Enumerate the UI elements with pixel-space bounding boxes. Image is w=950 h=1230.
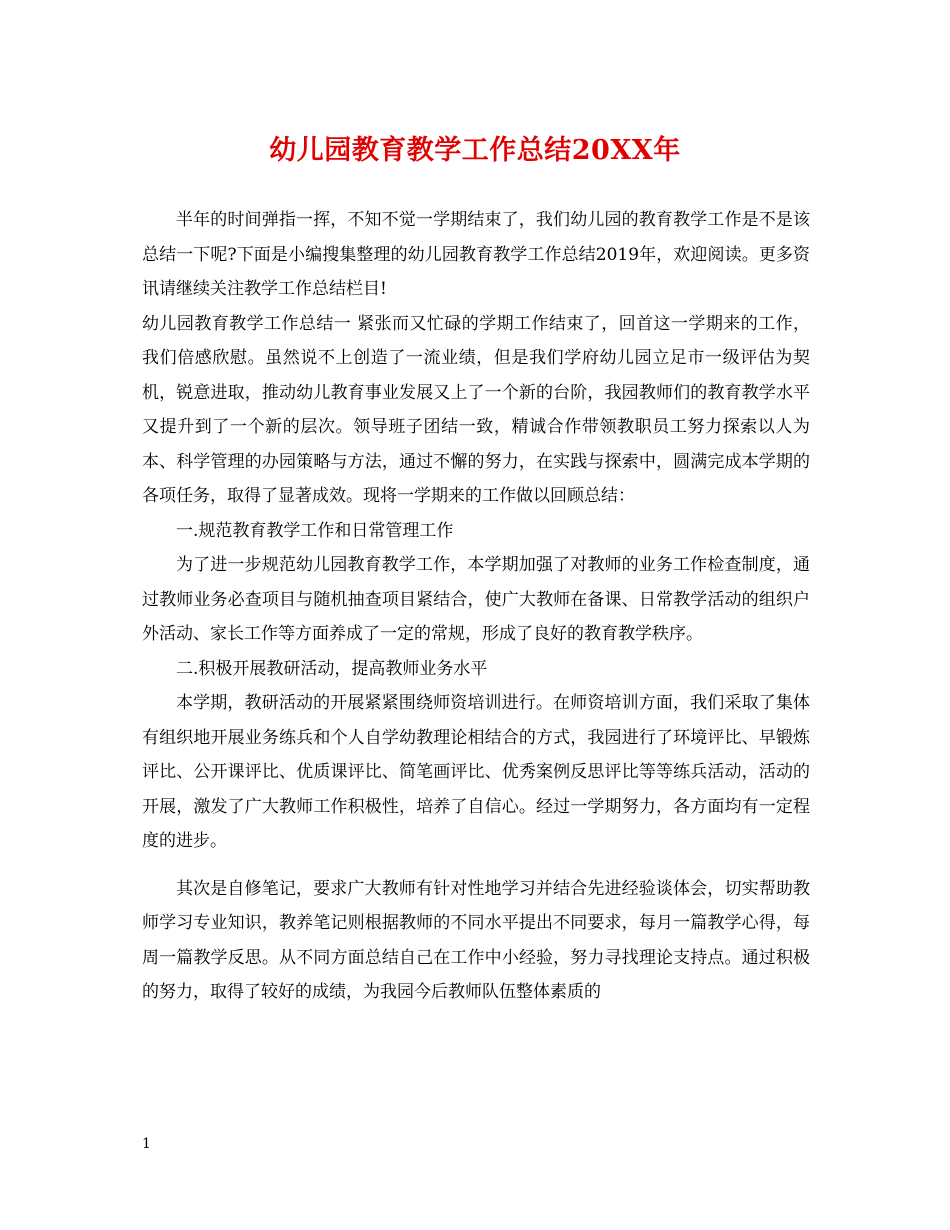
standardize-paragraph: 为了进一步规范幼儿园教育教学工作，本学期加强了对教师的业务工作检查制度，通过教师业务必查项目与随机抽查项目紧结合，使广大教师在备课、日常教学活动的组织户外活动、家长工作等方面养成了一定的常规，形成了良好的教育教学秩序。 [142, 555, 810, 644]
section-lead-label: 幼儿园教育教学工作总结一 [142, 313, 352, 334]
self-study-paragraph: 其次是自修笔记，要求广大教师有针对性地学习并结合先进经验谈体会，切实帮助教师学习专业知识，教养笔记则根据教师的不同水平提出不同要求，每月一篇教学心得，每周一篇教学反思。从不同方面总结自己在工作中小经验，努力寻找理论支持点。通过积极的努力，取得了较好的成绩，为我园今后教师队伍整体素质的 [142, 878, 810, 1002]
heading-research: 二.积极开展教研活动，提高教师业务水平 [176, 658, 488, 679]
research-paragraph: 本学期，教研活动的开展紧紧围绕师资培训进行。在师资培训方面，我们采取了集体有组织地开展业务练兵和个人自学幼教理论相结合的方式，我园进行了环境评比、早锻炼评比、公开课评比、优质课评比、简笔画评比、优秀案例反思评比等等练兵活动，活动的开展，激发了广大教师工作积极性，培养了自信心。经过一学期努力，各方面均有一定程度的进步。 [142, 693, 810, 851]
intro-paragraph: 半年的时间弹指一挥，不知不觉一学期结束了，我们幼儿园的教育教学工作是不是该总结一下呢?下面是小编搜集整理的幼儿园教育教学工作总结2019年，欢迎阅读。更多资讯请继续关注教学工作总结栏目! [142, 210, 810, 299]
section-one-paragraph [142, 307, 810, 514]
document-title: 幼儿园教育教学工作总结20XX年 [269, 135, 681, 166]
heading-standardize: 一.规范教育教学工作和日常管理工作 [176, 520, 454, 541]
page-number: 1 [142, 1136, 151, 1152]
section-one-text: 紧张而又忙碌的学期工作结束了，回首这一学期来的工作，我们倍感欣慰。虽然说不上创造了一流业绩，但是我们学府幼儿园立足市一级评估为契机，锐意进取，推动幼儿教育事业发展又上了一个新的台阶，我园教师们的教育教学水平又提升到了一个新的层次。领导班子团结一致，精诚合作带领教职员工努力探索以人为本、科学管理的办园策略与方法，通过不懈的努力，在实践与探索中，圆满完成本学期的各项任务，取得了显著成效。现将一学期来的工作做以回顾总结： [142, 313, 811, 506]
document-body [142, 203, 810, 1010]
